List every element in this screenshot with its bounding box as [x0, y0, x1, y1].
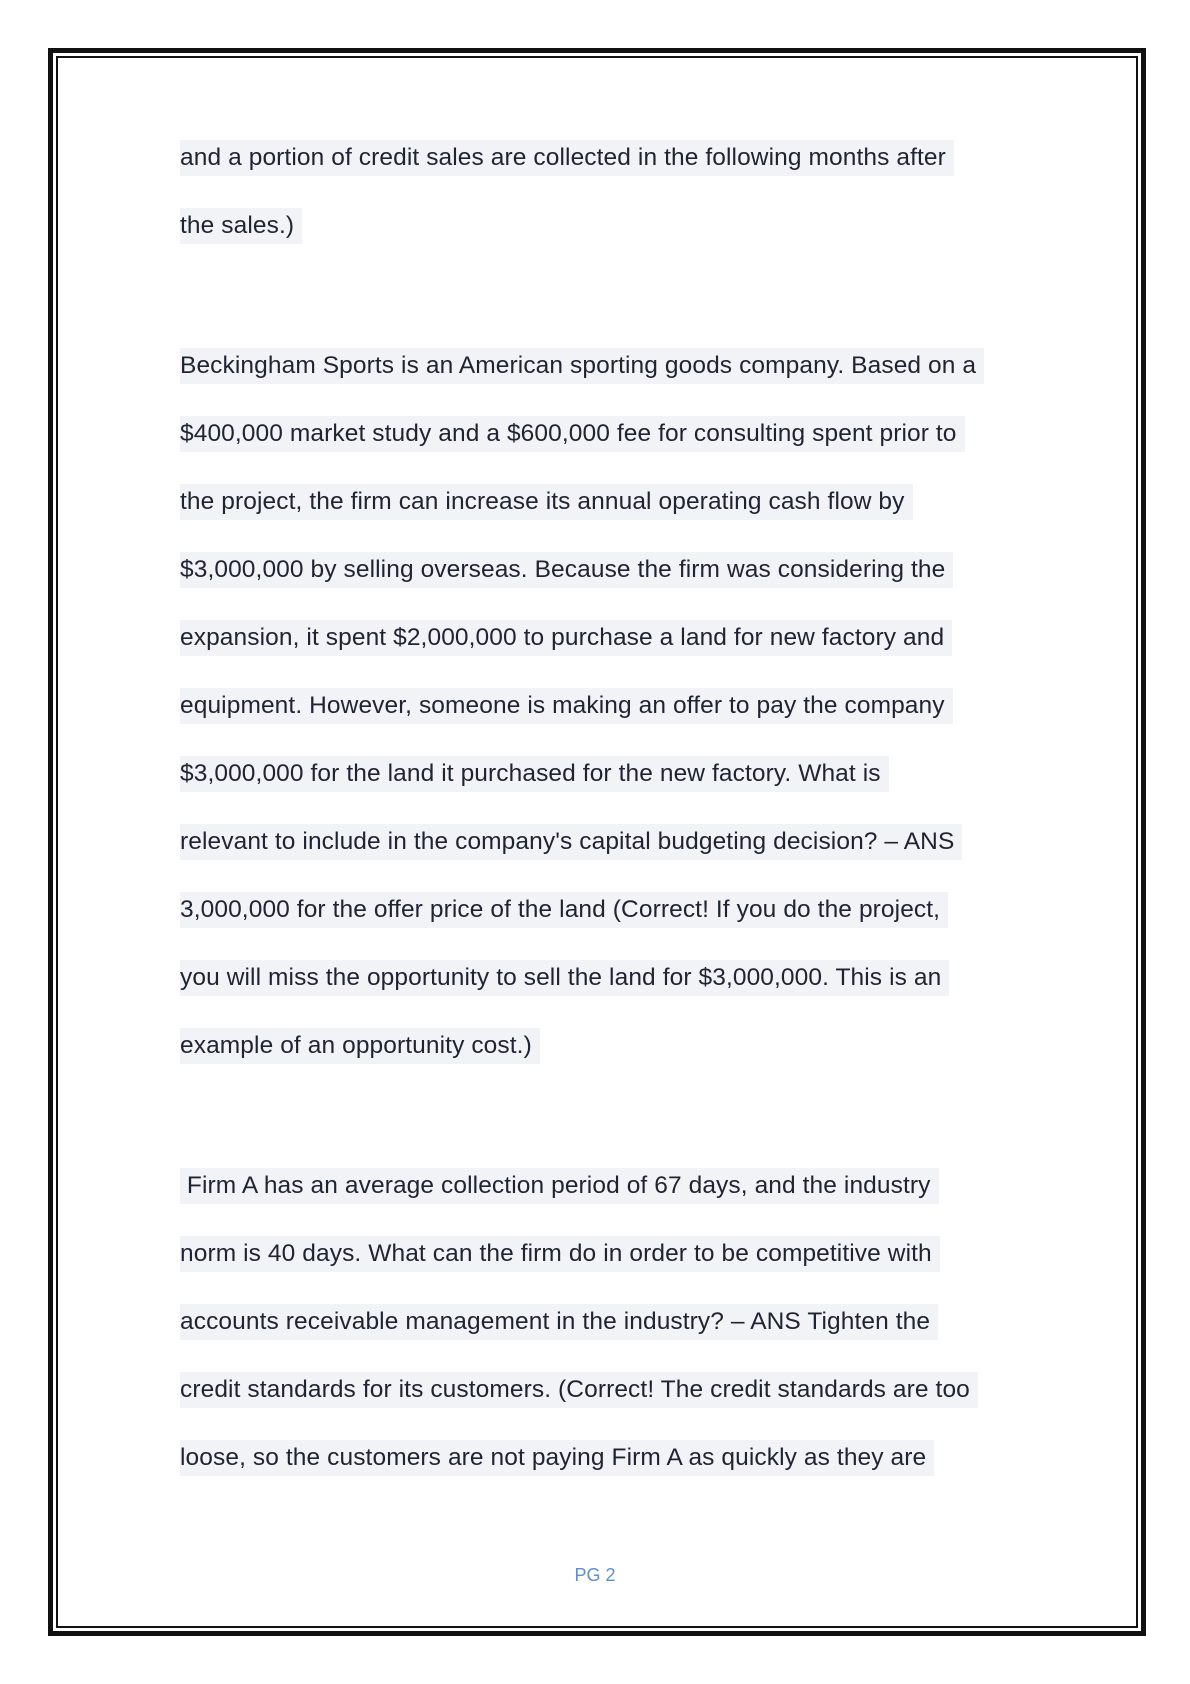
- paragraph-gap: [180, 1096, 1040, 1168]
- text-line: norm is 40 days. What can the firm do in order to be competitive with: [180, 1236, 940, 1272]
- text-line: $3,000,000 by selling overseas. Because the firm was considering the: [180, 552, 953, 588]
- page-number: PG 2: [574, 1565, 616, 1585]
- paragraph-1: [180, 140, 1040, 244]
- text-line: 3,000,000 for the offer price of the land (Correct! If you do the project,: [180, 892, 948, 928]
- text-line: and a portion of credit sales are collected in the following months after: [180, 140, 954, 176]
- text-line: you will miss the opportunity to sell the land for $3,000,000. This is an: [180, 960, 949, 996]
- text-line: credit standards for its customers. (Correct! The credit standards are too: [180, 1372, 978, 1408]
- text-line: loose, so the customers are not paying Firm A as quickly as they are: [180, 1440, 934, 1476]
- text-line: example of an opportunity cost.): [180, 1028, 540, 1064]
- paragraph-3: [180, 1168, 1040, 1476]
- text-line: the project, the firm can increase its annual operating cash flow by: [180, 484, 913, 520]
- text-line: relevant to include in the company's capital budgeting decision? – ANS: [180, 824, 962, 860]
- paragraph-2: [180, 348, 1040, 1064]
- text-line: accounts receivable management in the industry? – ANS Tighten the: [180, 1304, 938, 1340]
- text-line: the sales.): [180, 208, 302, 244]
- document-body: [180, 140, 1040, 1508]
- text-line: $3,000,000 for the land it purchased for the new factory. What is: [180, 756, 889, 792]
- text-line: equipment. However, someone is making an offer to pay the company: [180, 688, 953, 724]
- text-line: Firm A has an average collection period of 67 days, and the industry: [180, 1168, 939, 1204]
- text-line: expansion, it spent $2,000,000 to purchase a land for new factory and: [180, 620, 952, 656]
- text-line: $400,000 market study and a $600,000 fee for consulting spent prior to: [180, 416, 965, 452]
- paragraph-gap: [180, 276, 1040, 348]
- text-line: Beckingham Sports is an American sporting goods company. Based on a: [180, 348, 984, 384]
